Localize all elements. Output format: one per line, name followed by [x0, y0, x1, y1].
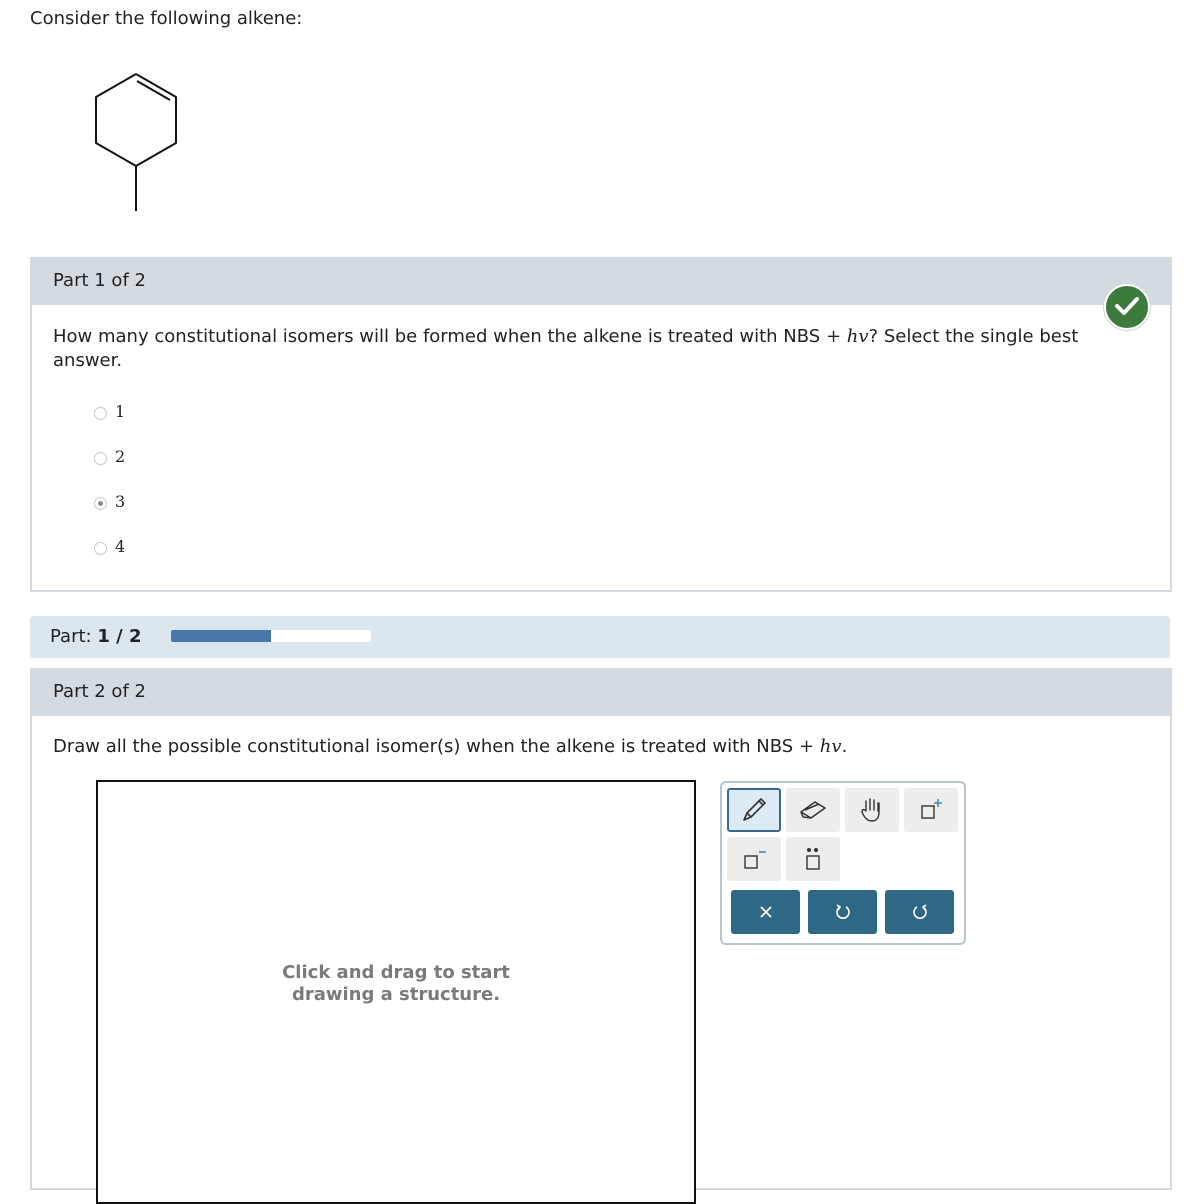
canvas-hint: Click and drag to start drawing a structure.: [282, 962, 510, 1005]
redo-icon: [911, 903, 929, 921]
clear-button[interactable]: [731, 890, 800, 934]
intro-text: Consider the following alkene:: [30, 8, 303, 29]
part-progress: [30, 616, 1170, 658]
part1-question: How many constitutional isomers will be formed when the alkene is treated with NBS + hv? Select the single best answer.: [53, 326, 1079, 371]
drawing-toolbar: [720, 781, 966, 945]
hand-tool-button[interactable]: [845, 788, 899, 832]
remove-charge-button[interactable]: [727, 837, 781, 881]
alkene-structure: [90, 68, 190, 218]
radio-2[interactable]: [94, 452, 107, 465]
progress-text: Part: 1 / 2: [50, 626, 142, 647]
pencil-tool-button[interactable]: [727, 788, 781, 832]
pencil-icon: [738, 794, 770, 826]
progress-track: [171, 630, 371, 642]
undo-button[interactable]: [808, 890, 877, 934]
redo-button[interactable]: [885, 890, 954, 934]
part1-header: Part 1 of 2: [32, 257, 1170, 305]
option-2[interactable]: 2: [94, 447, 125, 492]
remove-charge-icon: [739, 844, 769, 874]
eraser-icon: [797, 796, 829, 824]
add-charge-icon: [916, 795, 946, 825]
lone-pair-button[interactable]: [786, 837, 840, 881]
radio-1[interactable]: [94, 407, 107, 420]
option-3[interactable]: 3: [94, 492, 125, 537]
progress-fill: [171, 630, 271, 642]
option-4[interactable]: 4: [94, 537, 125, 582]
option-1[interactable]: 1: [94, 402, 125, 447]
part2-question: Draw all the possible constitutional isomer(s) when the alkene is treated with NBS + hv.: [53, 736, 848, 757]
answer-options: [94, 402, 125, 582]
part2-header: Part 2 of 2: [32, 668, 1170, 716]
drawing-canvas[interactable]: [96, 780, 696, 1204]
part1-panel: [30, 257, 1172, 592]
clear-icon: [758, 904, 774, 920]
correct-check-icon: [1104, 284, 1150, 330]
eraser-tool-button[interactable]: [786, 788, 840, 832]
radio-4[interactable]: [94, 542, 107, 555]
part2-panel: [30, 668, 1172, 1190]
hand-icon: [858, 795, 886, 825]
lone-pair-icon: [798, 844, 828, 874]
undo-icon: [834, 903, 852, 921]
add-charge-button[interactable]: [904, 788, 958, 832]
radio-3[interactable]: [94, 497, 107, 510]
